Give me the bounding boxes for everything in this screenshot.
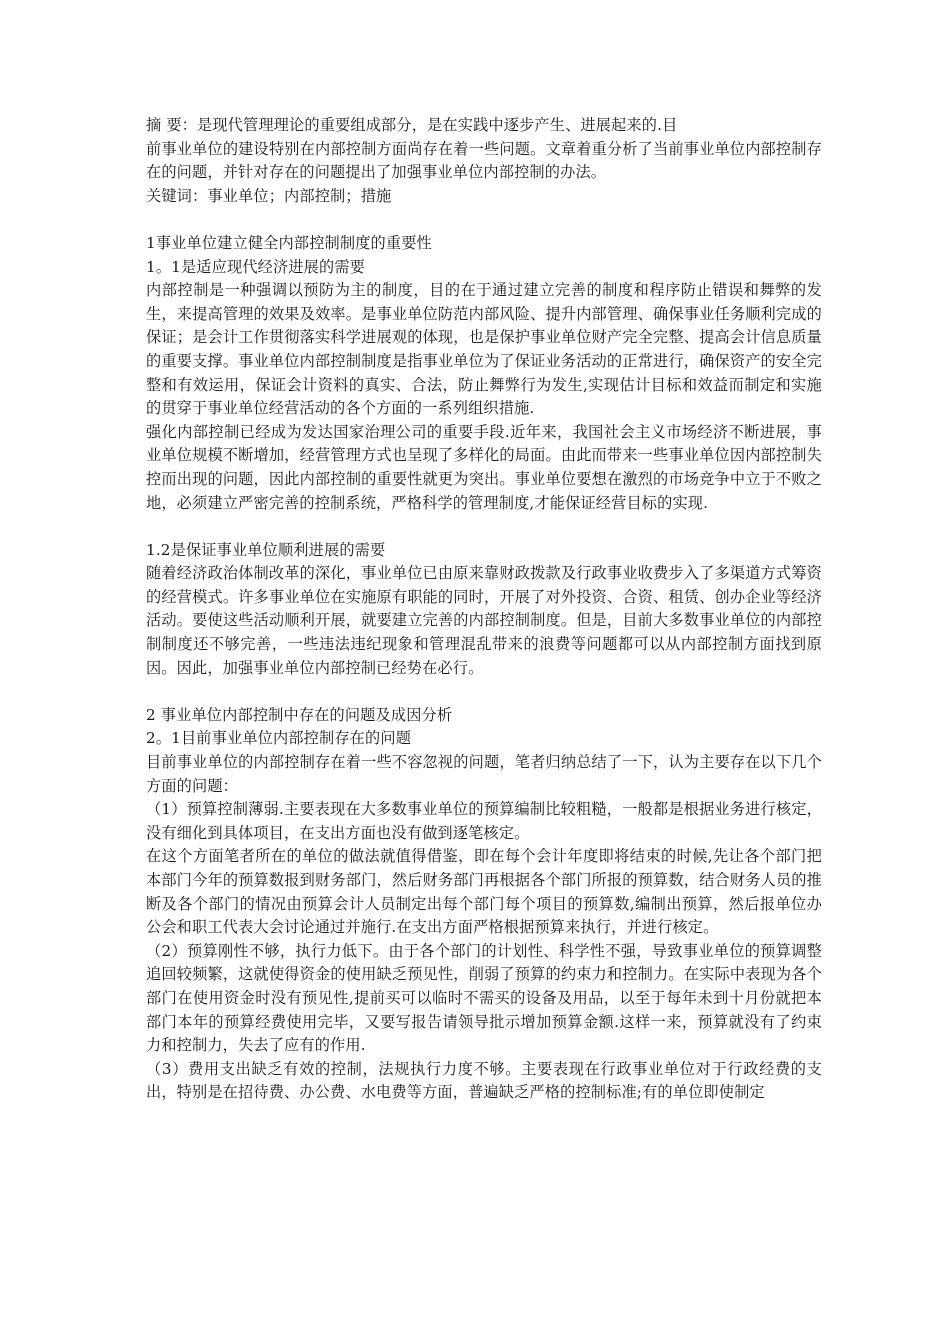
problem-item-3: （3）费用支出缺乏有效的控制，法规执行力度不够。主要表现在行政事业单位对于行政经费的支出，特别是在招待费、办公费、水电费等方面，普遍缺乏严格的控制标准;有的单位即使制定 — [146, 1059, 822, 1102]
problem-item-1-note: 在这个方面笔者所在的单位的做法就值得借鉴，即在每个会计年度即将结束的时候,先让各个部门把本部门今年的预算数报到财务部门，然后财务部门再根据各个部门所报的预算数，结合财务人员的推断及各个部门的情况由预算会计人员制定出每个部门每个项目的预算数,编制出预算，然后报单位办公会和职工代表大会讨论通过并施行.在支出方面严格根据预算来执行，并进行核定。 — [146, 847, 822, 937]
section-2-1-intro: 目前事业单位的内部控制存在着一些不容忽视的问题，笔者归纳总结了一下，认为主要存在以下几个方面的问题： — [146, 753, 822, 795]
blank-line — [146, 680, 822, 704]
section-1-1-paragraph-1: 内部控制是一种强调以预防为主的制度，目的在于通过建立完善的制度和程序防止错误和舞弊的发生，来提高管理的效果及效率。是事业单位防范内部风险、提升内部管理、确保事业任务顺利完成的保证；是会计工作贯彻落实科学进展观的体现，也是保护事业单位财产完全完整、提高会计信息质量的重要支撑。事业单位内部控制制度是指事业单位为了保证业务活动的正常进行，确保资产的安全完整和有效运用，保证会计资料的真实、合法，防止舞弊行为发生,实现估计目标和效益而制定和实施的贯穿于事业单位经营活动的各个方面的一系列组织措施. — [146, 281, 822, 418]
problem-item-2: （2）预算刚性不够，执行力低下。由于各个部门的计划性、科学性不强，导致事业单位的预算调整追回较频繁，这就使得资金的使用缺乏预见性，削弱了预算的约束力和控制力。在实际中表现为各个部门在使用资金时没有预见性,提前买可以临时不需买的设备及用品，以至于每年未到十月份就把本部门本年的预算经费使用完毕，又要写报告请领导批示增加预算金额.这样一来，预算就没有了约束力和控制力，失去了应有的作用. — [146, 941, 822, 1055]
abstract-line-1: 摘 要：是现代管理理论的重要组成部分，是在实践中逐步产生、进展起来的.目 — [146, 116, 678, 134]
section-1-2-title: 1.2是保证事业单位顺利进展的需要 — [146, 540, 386, 559]
document-page — [146, 114, 822, 1105]
abstract-line-2: 前事业单位的建设特别在内部控制方面尚存在着一些问题。文章着重分析了当前事业单位内部控制存在的问题，并针对存在的问题提出了加强事业单位内部控制的办法。 — [146, 139, 822, 182]
section-2-1-title: 2。1目前事业单位内部控制存在的问题 — [146, 729, 412, 748]
section-1-2-paragraph: 随着经济政治体制改革的深化，事业单位已由原来靠财政拨款及行政事业收费步入了多渠道方式筹资的经营模式。许多事业单位在实施原有职能的同时，开展了对外投资、合资、租赁、创办企业等经济活动。要使这些活动顺利开展，就要建立完善的内部控制制度。但是，目前大多数事业单位的内部控制制度还不够完善，一些违法违纪现象和管理混乱带来的浪费等问题都可以从内部控制方面找到原因。因此，加强事业单位内部控制已经势在必行。 — [146, 564, 822, 677]
section-1-1-title: 1。1是适应现代经济进展的需要 — [146, 257, 366, 276]
section-1-1-paragraph-2: 强化内部控制已经成为发达国家治理公司的重要手段.近年来，我国社会主义市场经济不断进展，事业单位规模不断增加，经营管理方式也呈现了多样化的局面。由此而带来一些事业单位因内部控制失控而出现的问题，因此内部控制的重要性就更为突出。事业单位要想在激烈的市场竞争中立于不败之地，必须建立严密完善的控制系统，严格科学的管理制度,才能保证经营目标的实现. — [146, 422, 822, 512]
blank-line — [146, 208, 822, 232]
section-1-title: 1事业单位建立健全内部控制制度的重要性 — [146, 233, 432, 252]
blank-line — [146, 515, 822, 539]
section-2-title: 2 事业单位内部控制中存在的问题及成因分析 — [146, 705, 453, 724]
problem-item-1: （1）预算控制薄弱.主要表现在大多数事业单位的预算编制比较粗糙，一般都是根据业务进行核定，没有细化到具体项目，在支出方面也没有做到逐笔核定。 — [146, 800, 822, 842]
keywords: 关键词：事业单位；内部控制；措施 — [146, 186, 392, 205]
